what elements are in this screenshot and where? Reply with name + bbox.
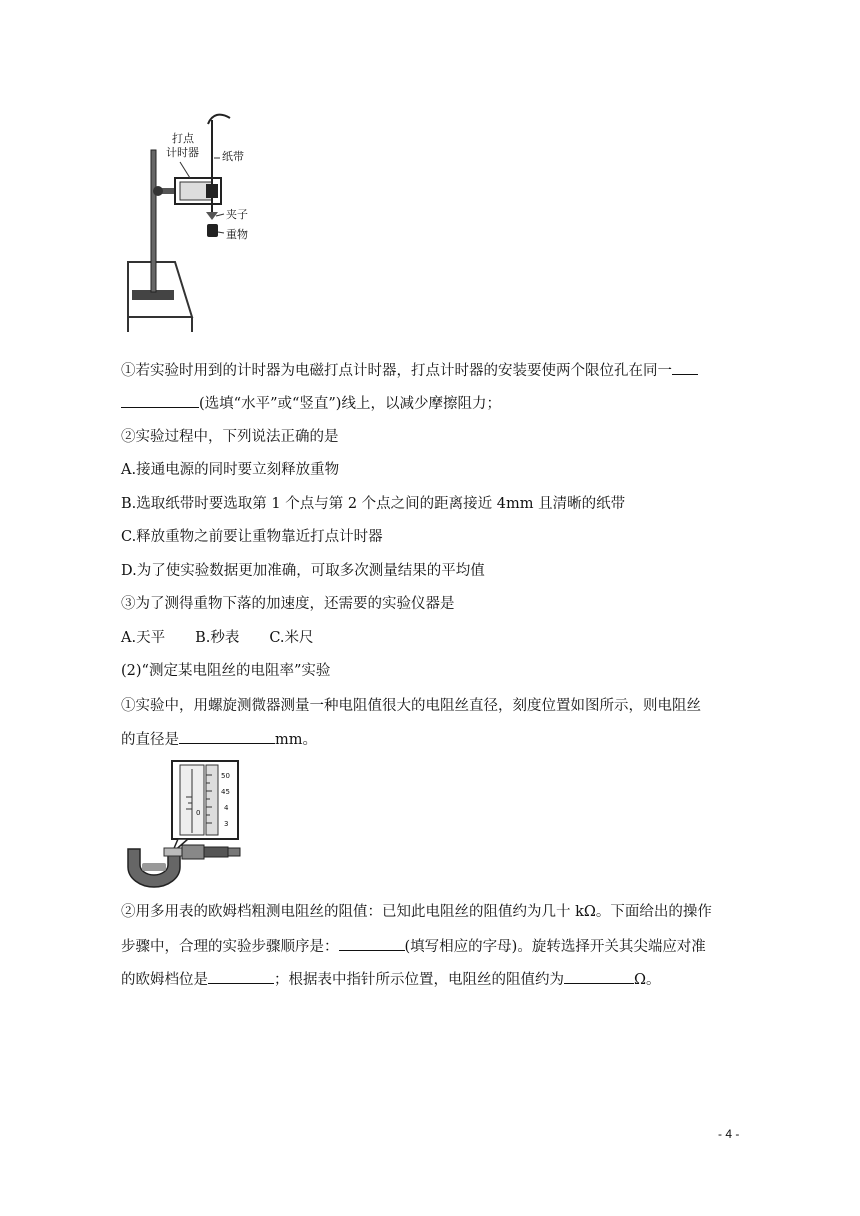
answer-blank [179,729,275,744]
answer-blank [208,969,274,984]
label-clip: 夹子 [226,208,248,221]
thimble-label-50: 50 [221,772,230,780]
q1-1-line-b: (选填“水平”或“竖直”)线上，以减少摩擦阻力； [121,393,501,414]
q1-2-option-b: B.选取纸带时要选取第 1 个点与第 2 个点之间的距离接近 4mm 且清晰的纸带 [121,496,626,512]
q1-2-option-d: D.为了使实验数据更加准确，可取多次测量结果的平均值 [121,563,485,579]
q2-title: (2)“测定某电阻丝的电阻率”实验 [121,663,331,679]
q1-3-stem: ③为了测得重物下落的加速度，还需要的实验仪器是 [121,596,455,612]
figure-free-fall-apparatus [120,112,280,334]
q2-1-line-a: ①实验中，用螺旋测微器测量一种电阻值很大的电阻丝直径，刻度位置如图所示，则电阻丝 [121,698,701,714]
q2-1-line-b: 的直径是 mm。 [121,729,317,750]
q2-2-line-c: 的欧姆档位是 ；根据表中指针所示位置，电阻丝的阻值约为 Ω。 [121,969,661,990]
figure-micrometer [120,757,250,892]
label-tape: 纸带 [222,150,244,163]
label-timer-line2: 计时器 [166,146,199,159]
answer-blank [672,360,698,375]
q1-2-option-c: C.释放重物之前要让重物靠近打点计时器 [121,529,383,545]
answer-blank [564,969,634,984]
q1-1-line-a: ①若实验时用到的计时器为电磁打点计时器，打点计时器的安装要使两个限位孔在同一 [121,360,698,381]
label-weight: 重物 [226,228,248,241]
answer-blank [121,393,199,408]
thimble-label-45: 45 [221,788,230,796]
page-number: - 4 - [718,1127,740,1141]
q1-2-stem: ②实验过程中，下列说法正确的是 [121,429,339,445]
label-timer-line1: 打点 [172,132,194,145]
q1-3-options: A.天平 B.秒表 C.米尺 [121,630,314,646]
answer-blank [339,936,405,951]
q2-2-line-b: 步骤中，合理的实验步骤顺序是： (填写相应的字母)。旋转选择开关其尖端应对准 [121,936,706,957]
thimble-label-4: 4 [224,804,229,812]
q1-2-option-a: A.接通电源的同时要立刻释放重物 [121,462,340,478]
thimble-label-3: 3 [224,820,229,828]
sleeve-label-0: 0 [196,809,201,817]
q2-2-line-a: ②用多用表的欧姆档粗测电阻丝的阻值：已知此电阻丝的阻值约为几十 kΩ。下面给出的操作 [121,904,712,920]
